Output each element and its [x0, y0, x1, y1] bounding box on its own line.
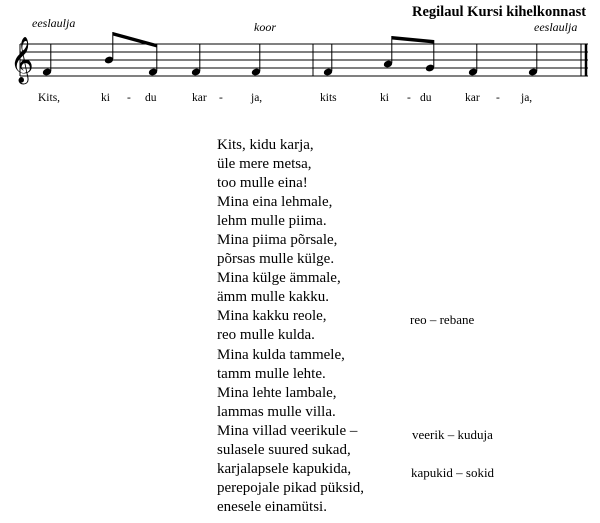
- lyric-line: perepojale pikad püksid,: [217, 479, 365, 496]
- lyric-line: tamm mulle lehte.: [217, 365, 326, 382]
- treble-clef-icon: 𝄞: [10, 37, 34, 83]
- lyric-line: Mina eina lehmale,: [217, 194, 333, 211]
- melody-syllable: ki: [101, 92, 110, 104]
- melody-syllable: kits: [320, 92, 337, 104]
- lyric-line: lammas mulle villa.: [217, 403, 336, 420]
- lyric-line: too mulle eina!: [217, 175, 308, 192]
- melody-syllable: kar: [465, 92, 480, 104]
- lyric-line: karjalapsele kapukida,: [217, 460, 352, 477]
- gloss-reo: reo – rebane: [410, 312, 475, 327]
- lyric-line: Mina kakku reole,: [217, 308, 327, 325]
- note-beam: [113, 32, 157, 48]
- melody-syllable: kar: [192, 92, 207, 104]
- melody-syllable: ki: [380, 92, 389, 104]
- lyric-line: enesele einamütsi.: [217, 498, 327, 515]
- role-choir: koor: [254, 20, 276, 34]
- lyric-line: Mina kulda tammele,: [217, 346, 345, 363]
- lyrics-text: [217, 136, 364, 517]
- melody-syllable: -: [219, 92, 223, 104]
- lyric-line: lehm mulle piima.: [217, 213, 327, 230]
- lyric-line: sulasele suured sukad,: [217, 441, 351, 458]
- melody-syllable: du: [145, 92, 157, 104]
- lyric-line: Mina lehte lambale,: [217, 384, 337, 401]
- melody-syllable: Kits,: [38, 92, 61, 104]
- melody-syllable: -: [127, 92, 131, 104]
- melody-syllable: ja,: [521, 92, 533, 104]
- music-staff: [0, 0, 600, 110]
- lyric-line: Mina piima põrsale,: [217, 232, 338, 249]
- role-lead-singer: eeslaulja: [32, 16, 76, 30]
- gloss-veerik: veerik – kuduja: [412, 427, 493, 442]
- melody-syllable: ja,: [251, 92, 263, 104]
- melody-syllable: -: [496, 92, 500, 104]
- lyric-line: üle mere metsa,: [217, 156, 312, 173]
- note-beam: [392, 36, 434, 44]
- lyric-line: Mina villad veerikule –: [217, 422, 358, 439]
- melody-syllable: -: [407, 92, 411, 104]
- gloss-kapukid: kapukid – sokid: [411, 465, 495, 480]
- lyric-line: põrsas mulle külge.: [217, 251, 335, 268]
- role-lead-singer-2: eeslaulja: [534, 20, 578, 34]
- lyric-line: ämm mulle kakku.: [217, 289, 330, 306]
- song-title: Regilaul Kursi kihelkonnast: [412, 4, 587, 20]
- lyric-line: Kits, kidu karja,: [217, 137, 314, 153]
- lyric-line: Mina külge ämmale,: [217, 270, 341, 287]
- lyric-line: reo mulle kulda.: [217, 327, 315, 344]
- melody-syllable: du: [420, 92, 432, 104]
